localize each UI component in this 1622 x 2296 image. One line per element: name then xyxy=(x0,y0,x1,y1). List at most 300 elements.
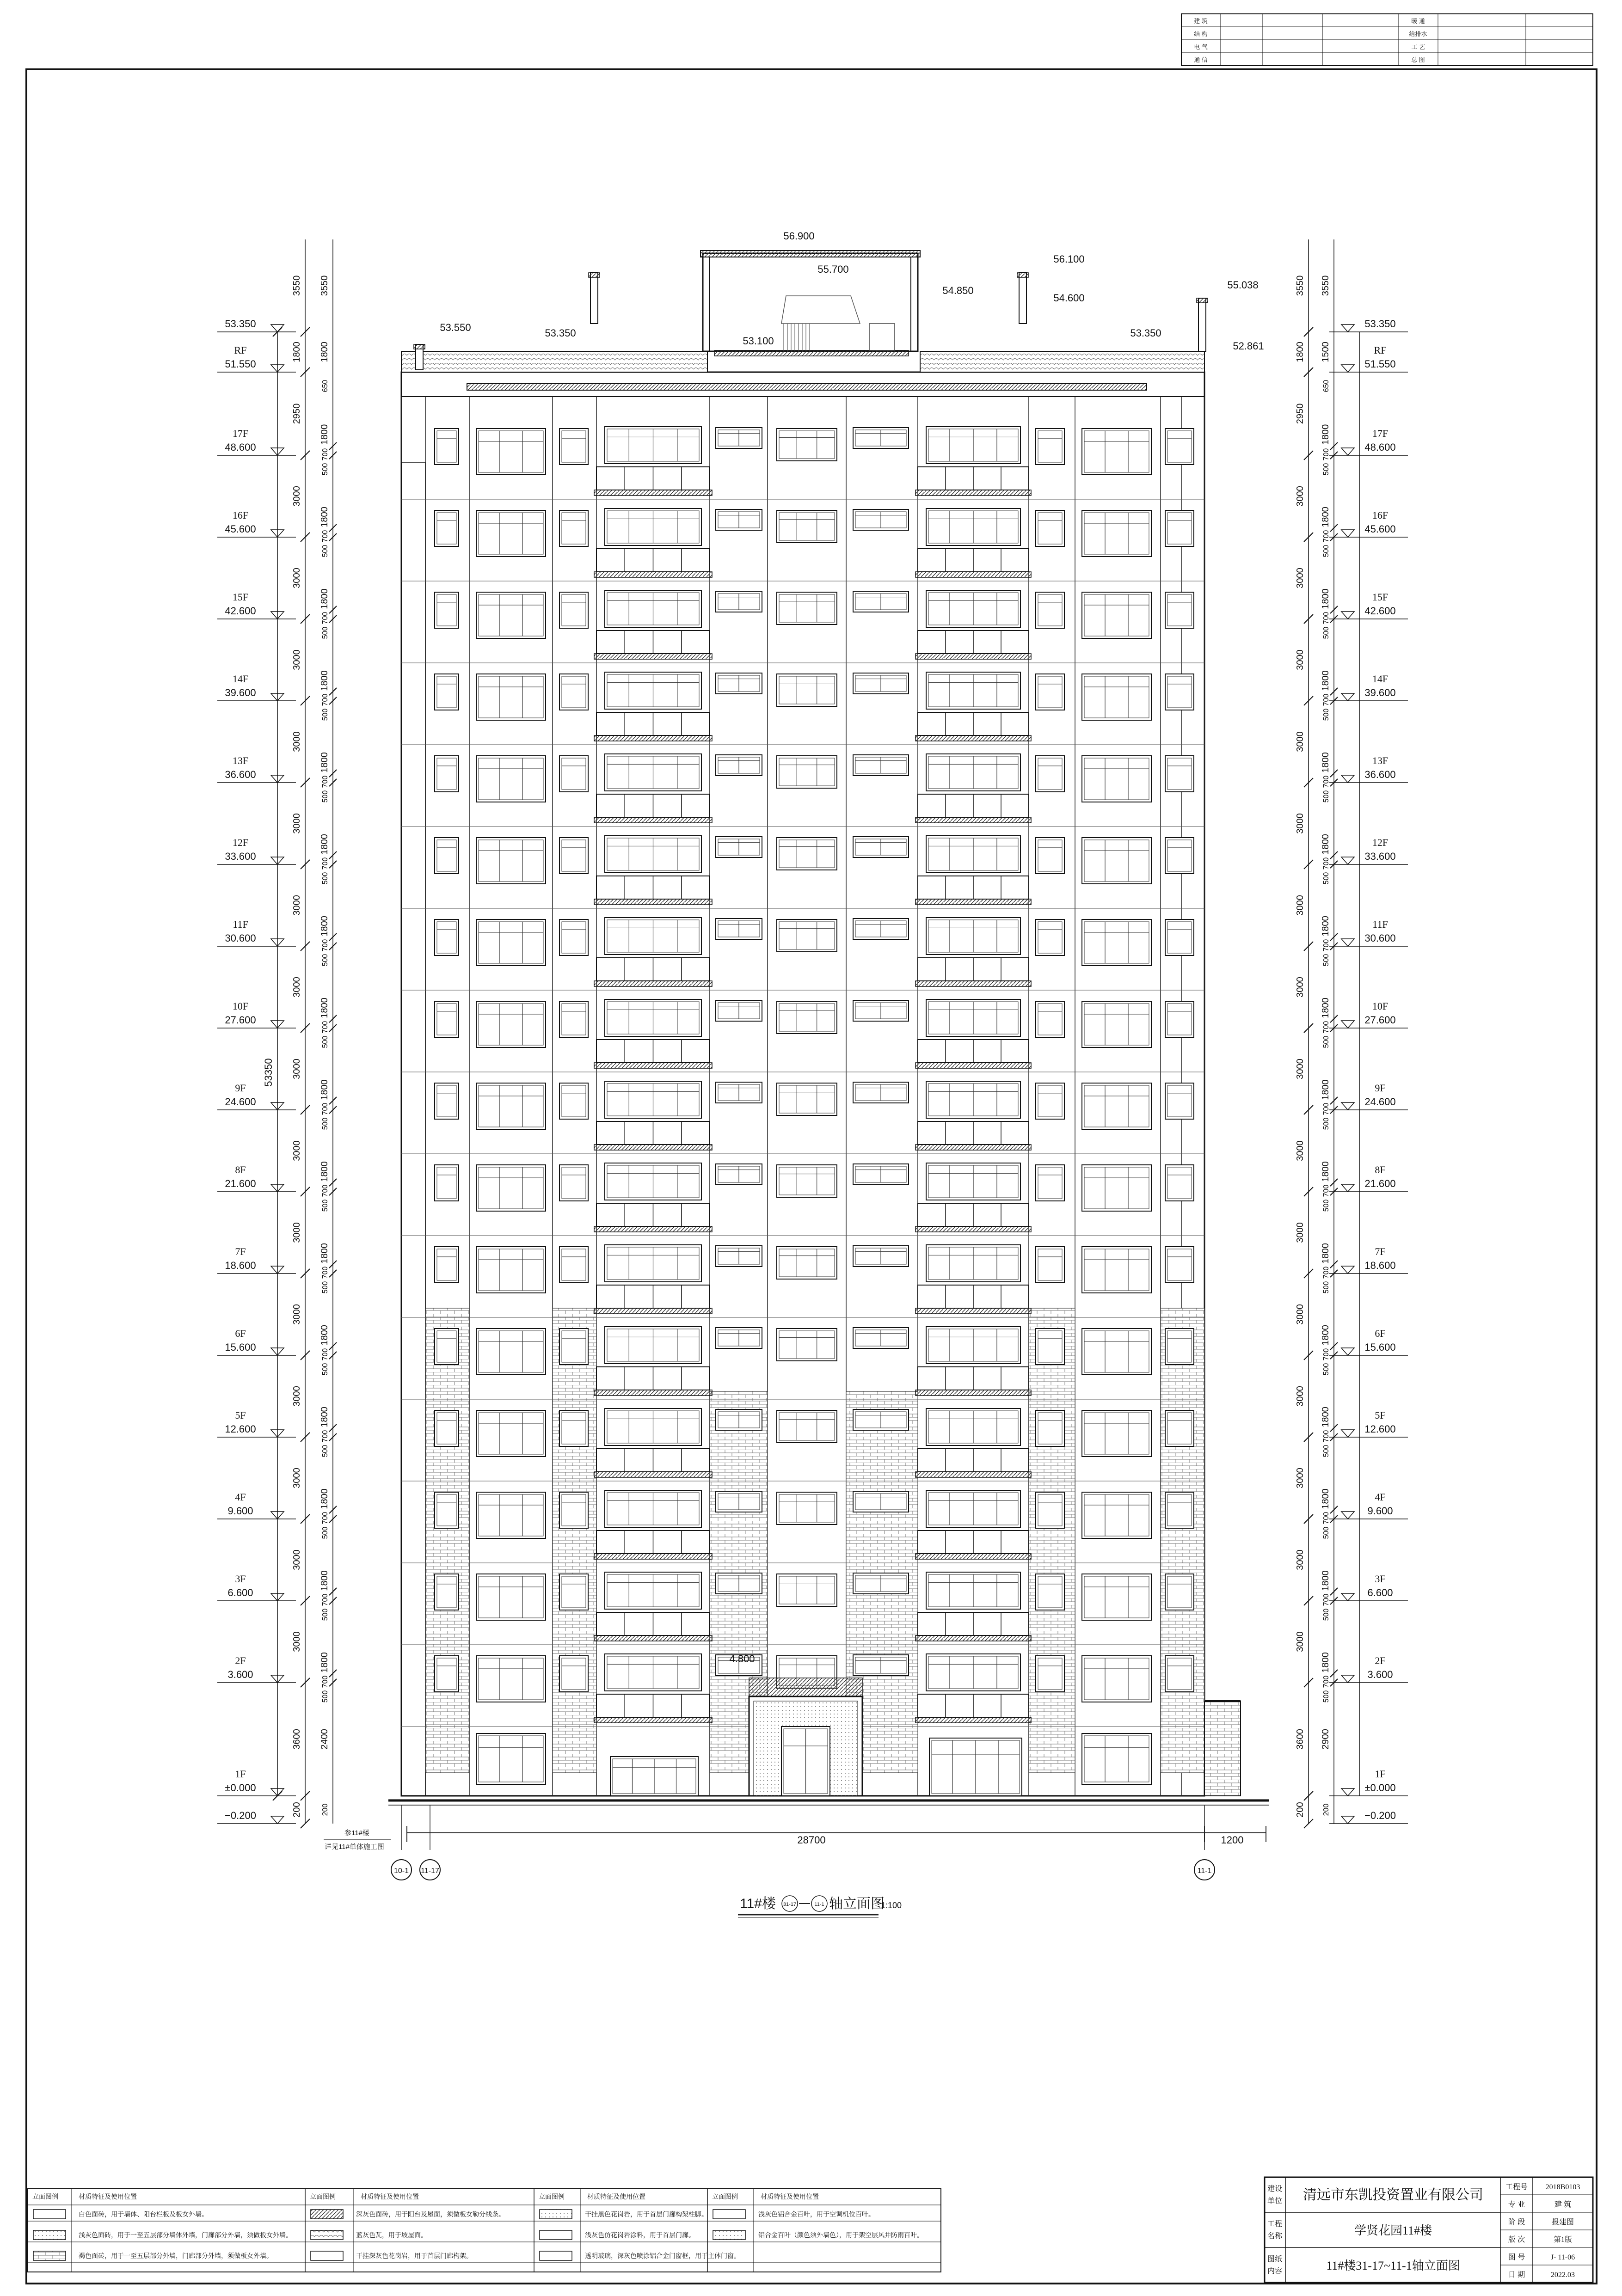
level-floor-label: 7F xyxy=(1375,1246,1386,1257)
level-elev-label: 36.600 xyxy=(225,769,256,780)
dim-inner-value: 500 xyxy=(1322,708,1330,721)
dim-inner-value: 700 xyxy=(321,1348,329,1361)
small-window xyxy=(435,674,459,710)
dim-inner-value: 700 xyxy=(1322,1512,1330,1525)
dim-outer-value: 3000 xyxy=(292,977,302,998)
level-elev-label: 53.350 xyxy=(225,318,256,330)
dim-inner-value: 700 xyxy=(1322,612,1330,625)
signoff-label: 通 信 xyxy=(1194,56,1208,63)
level-triangle xyxy=(1341,1021,1354,1028)
titleblock-field-label: 专 业 xyxy=(1508,2201,1525,2209)
legend-item-text: 深灰色面砖，用于阳台及屋面，须做板女勒分线条。 xyxy=(356,2210,505,2218)
level-floor-label: 12F xyxy=(232,837,249,848)
signoff-label: 电 气 xyxy=(1194,43,1208,50)
dim-inner-value: 700 xyxy=(1322,1675,1330,1688)
small-window xyxy=(559,1083,588,1119)
dim-inner-value: 1800 xyxy=(1321,588,1331,609)
titleblock-field-value: 2022.03 xyxy=(1551,2271,1575,2279)
small-window xyxy=(1036,1574,1064,1610)
dim-inner-value: 1800 xyxy=(319,1407,330,1427)
dim-inner-value: 700 xyxy=(321,1675,329,1688)
level-elev-label: 12.600 xyxy=(225,1423,256,1435)
building-elevation xyxy=(388,251,1269,1805)
center-window xyxy=(777,1001,837,1034)
signoff-label: 暖 通 xyxy=(1411,18,1425,24)
dim-outer-value: 3000 xyxy=(1295,649,1305,670)
main-window xyxy=(476,1165,546,1211)
small-window xyxy=(1036,510,1064,546)
small-window xyxy=(1036,1083,1064,1119)
balcony-right-slab xyxy=(915,1390,1031,1396)
dim-inner-value: 500 xyxy=(321,1117,329,1130)
small-window xyxy=(559,1492,588,1528)
level-floor-label: 14F xyxy=(1372,673,1389,685)
small-window xyxy=(1165,1329,1194,1365)
title-building: 11#楼 xyxy=(740,1896,776,1911)
dim-outer-value: 3000 xyxy=(1295,486,1305,507)
level-elev-label: 30.600 xyxy=(225,932,256,944)
small-window xyxy=(435,756,459,792)
small-window xyxy=(559,592,588,628)
legend-swatch xyxy=(311,2230,343,2240)
dim-inner-value: 1800 xyxy=(1321,998,1331,1018)
dim-inner-value: 500 xyxy=(1322,463,1330,476)
level-floor-label: 9F xyxy=(1375,1082,1386,1094)
dim-inner-value: 500 xyxy=(321,872,329,885)
small-window xyxy=(1036,756,1064,792)
legend-item-text: 白色面砖，用于墙体、阳台栏板及板女外墙。 xyxy=(79,2210,208,2218)
dim-inner-value: 1800 xyxy=(1321,1570,1331,1591)
level-right-roof: 53.350 xyxy=(1130,327,1161,339)
titleblock-label: 名称 xyxy=(1267,2232,1283,2240)
balcony-left-slab xyxy=(594,572,712,577)
dim-inner-value: 500 xyxy=(321,1608,329,1621)
dim-inner-value: 500 xyxy=(1322,626,1330,639)
dim-outer-value: 2950 xyxy=(292,403,302,424)
dim-outer-value: 200 xyxy=(292,1802,302,1818)
dim-inner-value: 2900 xyxy=(1321,1729,1331,1750)
level-triangle xyxy=(271,1816,284,1824)
dim-inner-value: 1800 xyxy=(319,916,330,937)
title-suffix: 轴立面图 xyxy=(829,1896,885,1911)
dim-inner-value: 700 xyxy=(321,1593,329,1606)
level-elev-label: ±0.000 xyxy=(225,1782,256,1794)
level-elev-label: 9.600 xyxy=(1367,1505,1393,1517)
entrance-level: 4.800 xyxy=(729,1653,755,1665)
dim-inner-value: 1800 xyxy=(1321,1161,1331,1182)
main-window xyxy=(476,1492,546,1538)
level-elev-label: 45.600 xyxy=(1364,523,1396,535)
main-window xyxy=(476,1001,546,1047)
level-floor-label: 1F xyxy=(1375,1768,1386,1780)
legend-swatch xyxy=(540,2230,572,2240)
dim-inner-value: 1800 xyxy=(1321,1079,1331,1100)
signoff-label: 工 艺 xyxy=(1411,43,1425,50)
small-window xyxy=(1165,1083,1194,1119)
small-window xyxy=(1036,838,1064,874)
level-floor-label: 6F xyxy=(235,1328,246,1339)
level-triangle xyxy=(1341,693,1354,701)
dim-inner-value: 1800 xyxy=(319,1161,330,1182)
dim-inner-value: 1800 xyxy=(1321,1652,1331,1673)
level-triangle xyxy=(1341,857,1354,864)
level-floor-label: RF xyxy=(234,344,247,356)
legend-header-symbol: 立面图例 xyxy=(712,2193,738,2200)
level-floor-label: 11F xyxy=(233,918,248,930)
dim-total-value: 53350 xyxy=(263,1058,274,1087)
ground-window-main xyxy=(1082,1733,1151,1784)
small-window xyxy=(1036,1492,1064,1528)
dim-inner-value: 700 xyxy=(321,693,329,706)
balcony-left-slab xyxy=(594,1063,712,1068)
level-floor-label: 1F xyxy=(235,1768,246,1780)
balcony-left-slab xyxy=(594,1308,712,1314)
dim-inner-value: 500 xyxy=(1322,1199,1330,1212)
dim-inner-value: 3550 xyxy=(319,275,330,296)
dim-outer-value: 3000 xyxy=(1295,1386,1305,1407)
dim-outer-value: 3000 xyxy=(1295,1140,1305,1161)
small-window xyxy=(1165,1574,1194,1610)
dim-inner-value: 700 xyxy=(1322,530,1330,543)
balcony-right-slab xyxy=(915,1717,1031,1723)
dim-inner-value: 700 xyxy=(1322,448,1330,461)
dim-inner-value: 500 xyxy=(321,545,329,557)
balcony-right-slab xyxy=(915,1063,1031,1068)
brick-zone xyxy=(425,1308,469,1773)
dim-inner-value: 500 xyxy=(321,1445,329,1457)
legend-header-desc: 材质特征及使用位置 xyxy=(79,2193,137,2200)
legend-item-text: 褐色面砖，用于一至五层部分外墙，门廊部分外墙，须做板女外墙。 xyxy=(79,2252,273,2259)
dim-inner-value: 1800 xyxy=(1321,752,1331,773)
level-floor-label: 13F xyxy=(232,755,249,766)
dim-inner-value: 1800 xyxy=(1321,1407,1331,1427)
level-floor-label: 14F xyxy=(232,673,249,685)
entrance-canopy xyxy=(749,1678,862,1696)
dim-inner-value: 700 xyxy=(321,1266,329,1279)
total-width-dim: 28700 xyxy=(797,1834,826,1846)
legend-swatch xyxy=(713,2230,745,2240)
brick-zone xyxy=(553,1308,596,1773)
dim-inner-value: 1800 xyxy=(319,1488,330,1509)
balcony-right-slab xyxy=(915,735,1031,741)
main-window xyxy=(476,510,546,557)
small-window xyxy=(1165,674,1194,710)
level-center-roof: 53.100 xyxy=(743,335,774,347)
dim-inner-value: 500 xyxy=(1322,1281,1330,1294)
level-triangle xyxy=(1341,1675,1354,1683)
titleblock-value: 学贤花园11#楼 xyxy=(1354,2224,1432,2237)
dim-inner-value: 700 xyxy=(1322,1593,1330,1606)
dim-outer-value: 3000 xyxy=(1295,1304,1305,1325)
level-floor-label: 10F xyxy=(1372,1000,1389,1012)
axis-note-1: 参11#楼 xyxy=(344,1829,369,1837)
titleblock-field-value: J- 11-06 xyxy=(1550,2253,1575,2261)
level-right-low: 54.600 xyxy=(1053,292,1085,304)
right-level-markers xyxy=(1329,318,1408,1824)
dim-outer-value: 3000 xyxy=(292,1222,302,1243)
dim-inner-value: 1800 xyxy=(319,507,330,527)
balcony-left-slab xyxy=(594,899,712,905)
titleblock-label: 工程 xyxy=(1267,2220,1283,2228)
level-elev-label: 24.600 xyxy=(225,1096,256,1108)
title-axis-to: 11-1 xyxy=(814,1902,824,1907)
small-window xyxy=(1165,1001,1194,1037)
left-dimension-chain xyxy=(263,239,337,1828)
level-floor-label: 11F xyxy=(1372,918,1388,930)
main-window xyxy=(476,919,546,966)
main-window xyxy=(476,1247,546,1293)
balcony-left-slab xyxy=(594,1472,712,1477)
dim-inner-value: 500 xyxy=(321,1690,329,1703)
level-triangle xyxy=(1341,325,1354,332)
main-window xyxy=(1082,1001,1151,1047)
dim-inner-value: 200 xyxy=(321,1803,329,1816)
drawing-scale: 1:100 xyxy=(881,1901,902,1910)
level-elev-label: 18.600 xyxy=(225,1260,256,1271)
dim-inner-value: 1800 xyxy=(319,1652,330,1673)
level-floor-label: 7F xyxy=(235,1246,246,1257)
right-dimension-chain xyxy=(1295,239,1359,1828)
level-elev-label: 53.350 xyxy=(1364,318,1396,330)
dim-outer-value: 3000 xyxy=(1295,731,1305,752)
main-window xyxy=(1082,1492,1151,1538)
small-window xyxy=(559,1001,588,1037)
level-elev-label: 15.600 xyxy=(1364,1341,1396,1353)
small-window xyxy=(1036,592,1064,628)
level-floor-label: 6F xyxy=(1375,1328,1386,1339)
dim-inner-value: 1800 xyxy=(319,834,330,855)
main-window xyxy=(1082,1083,1151,1129)
legend-item-text: 浅灰色仿花岗岩涂料，用于首层门廊。 xyxy=(585,2231,695,2239)
balcony-right-slab xyxy=(915,1308,1031,1314)
small-window xyxy=(435,1656,459,1692)
small-window xyxy=(559,1329,588,1365)
main-window xyxy=(476,756,546,802)
dim-inner-value: 500 xyxy=(321,708,329,721)
balcony-left-slab xyxy=(594,1390,712,1396)
dim-inner-value: 700 xyxy=(1322,1266,1330,1279)
small-window xyxy=(1165,1165,1194,1201)
small-window xyxy=(435,592,459,628)
small-window xyxy=(435,1329,459,1365)
level-elev-label: 51.550 xyxy=(225,358,256,370)
level-floor-label: 5F xyxy=(235,1409,246,1421)
titleblock-field-value: 报建图 xyxy=(1551,2218,1574,2226)
level-floor-label: 2F xyxy=(1375,1655,1386,1666)
level-elev-label: 33.600 xyxy=(1364,851,1396,862)
level-elev-label: 36.600 xyxy=(1364,769,1396,780)
legend-item-text: 铝合金百叶（颜色须外墙色），用于架空层风井防雨百叶。 xyxy=(758,2231,923,2239)
level-stair-roof: 55.700 xyxy=(817,263,849,275)
dim-inner-value: 700 xyxy=(321,530,329,543)
level-floor-label: 3F xyxy=(1375,1573,1386,1585)
titleblock-field-value: 2018B0103 xyxy=(1545,2183,1580,2191)
small-window xyxy=(1165,1492,1194,1528)
dim-outer-value: 3000 xyxy=(292,1059,302,1079)
dim-inner-value: 650 xyxy=(321,380,329,392)
balcony-right-slab xyxy=(915,817,1031,823)
small-window xyxy=(559,1574,588,1610)
dim-inner-value: 700 xyxy=(321,1102,329,1115)
level-elev-label: ±0.000 xyxy=(1364,1782,1396,1794)
balcony-right-slab xyxy=(915,1226,1031,1232)
axis-note-2: 详见11#单体施工图 xyxy=(325,1843,384,1851)
dim-inner-value: 1800 xyxy=(319,670,330,691)
dim-inner-value: 1800 xyxy=(1321,507,1331,527)
dim-outer-value: 3000 xyxy=(292,1631,302,1652)
level-right-upper: 56.100 xyxy=(1053,253,1085,265)
center-window xyxy=(777,1083,837,1115)
dim-inner-value: 500 xyxy=(1322,1526,1330,1539)
legend-swatch xyxy=(33,2230,66,2240)
level-elev-label: 33.600 xyxy=(225,851,256,862)
level-floor-label: 17F xyxy=(1372,428,1389,439)
small-window xyxy=(1165,429,1194,465)
dim-inner-value: 500 xyxy=(321,1199,329,1212)
small-window xyxy=(1165,592,1194,628)
dim-outer-value: 1800 xyxy=(292,342,302,362)
small-window xyxy=(559,1165,588,1201)
level-elev-label: 21.600 xyxy=(1364,1178,1396,1189)
main-window xyxy=(476,1656,546,1702)
material-legend xyxy=(28,2189,941,2272)
center-window xyxy=(777,1492,837,1525)
main-window xyxy=(1082,1410,1151,1457)
level-floor-label: 2F xyxy=(235,1655,246,1666)
titleblock-field-label: 工程号 xyxy=(1505,2183,1528,2191)
dim-inner-value: 1800 xyxy=(1321,916,1331,937)
dim-inner-value: 700 xyxy=(321,1021,329,1034)
level-elev-label: 12.600 xyxy=(1364,1423,1396,1435)
dim-outer-value: 3600 xyxy=(1295,1729,1305,1750)
main-window xyxy=(476,1410,546,1457)
level-triangle xyxy=(1341,1184,1354,1192)
dim-inner-value: 1800 xyxy=(319,752,330,773)
titleblock-label: 建设 xyxy=(1267,2185,1283,2193)
legend-swatch xyxy=(311,2251,343,2260)
signoff-label: 给排水 xyxy=(1409,31,1427,37)
dim-inner-value: 500 xyxy=(1322,1035,1330,1048)
small-window xyxy=(435,1247,459,1283)
dim-inner-value: 700 xyxy=(321,1512,329,1525)
legend-item-text: 干挂深灰色花岗岩，用于首层门廊构架。 xyxy=(356,2252,473,2259)
small-window xyxy=(559,1247,588,1283)
legend-swatch xyxy=(311,2210,343,2219)
level-elev-label: 27.600 xyxy=(225,1014,256,1026)
dim-inner-value: 500 xyxy=(321,463,329,476)
small-window xyxy=(435,1410,459,1446)
level-elev-label: 6.600 xyxy=(227,1587,253,1598)
right-annex xyxy=(1204,1701,1241,1796)
level-floor-label: 8F xyxy=(235,1164,246,1176)
main-window xyxy=(1082,1329,1151,1375)
small-window xyxy=(1165,838,1194,874)
legend-header-desc: 材质特征及使用位置 xyxy=(361,2193,419,2200)
dim-inner-value: 500 xyxy=(1322,872,1330,885)
axis-label-10-1: 10-1 xyxy=(393,1867,409,1875)
level-elev-label: 6.600 xyxy=(1367,1587,1393,1598)
level-elev-label: 3.600 xyxy=(1367,1669,1393,1680)
ground-window-main xyxy=(476,1733,546,1784)
small-window xyxy=(435,919,459,955)
center-window xyxy=(777,674,837,706)
level-top-frame: 56.900 xyxy=(783,230,815,242)
main-window xyxy=(1082,674,1151,720)
dim-outer-value: 3000 xyxy=(292,1140,302,1161)
balcony-right-slab xyxy=(915,572,1031,577)
dim-inner-value: 700 xyxy=(1322,939,1330,952)
level-floor-label: 4F xyxy=(1375,1491,1386,1503)
dim-inner-value: 500 xyxy=(1322,954,1330,967)
small-window xyxy=(1165,1410,1194,1446)
legend-item-text: 浅灰色铝合金百叶，用于空调机位百叶。 xyxy=(758,2210,875,2218)
small-window xyxy=(435,429,459,465)
level-triangle xyxy=(1341,939,1354,946)
dim-outer-value: 3000 xyxy=(292,813,302,834)
dim-inner-value: 500 xyxy=(321,1526,329,1539)
dim-inner-value: 500 xyxy=(321,954,329,967)
balcony-left-slab xyxy=(594,654,712,659)
small-window xyxy=(1036,674,1064,710)
dim-outer-value: 3000 xyxy=(1295,1222,1305,1243)
level-right-mid: 54.850 xyxy=(942,285,974,296)
level-triangle xyxy=(1341,448,1354,455)
signoff-label: 建 筑 xyxy=(1194,18,1208,24)
dim-inner-value: 500 xyxy=(1322,790,1330,803)
level-right-parapet: 52.861 xyxy=(1233,340,1264,352)
dim-inner-value: 500 xyxy=(321,790,329,803)
roof-vent-cap xyxy=(589,273,600,277)
main-window xyxy=(476,1083,546,1129)
dim-inner-value: 700 xyxy=(1322,693,1330,706)
legend-swatch xyxy=(33,2251,66,2260)
roof-cornice xyxy=(467,384,1147,390)
dim-inner-value: 500 xyxy=(321,1035,329,1048)
main-window xyxy=(476,1574,546,1620)
dim-outer-value: 3000 xyxy=(1295,1468,1305,1488)
balcony-right-slab xyxy=(915,981,1031,986)
dim-outer-value: 3000 xyxy=(292,568,302,588)
main-window xyxy=(476,429,546,475)
main-window xyxy=(476,674,546,720)
small-window xyxy=(435,1492,459,1528)
dim-inner-value: 200 xyxy=(1322,1803,1330,1816)
small-window xyxy=(559,1410,588,1446)
balcony-right-slab xyxy=(915,1472,1031,1477)
balcony-left-slab xyxy=(594,1226,712,1232)
level-elev-label: 45.600 xyxy=(225,523,256,535)
dim-inner-value: 2400 xyxy=(319,1729,330,1750)
titleblock-field-label: 版 次 xyxy=(1508,2236,1525,2244)
dim-inner-value: 1800 xyxy=(1321,1325,1331,1346)
dim-outer-value: 3000 xyxy=(1295,1549,1305,1570)
level-floor-label: RF xyxy=(1374,344,1387,356)
legend-swatch xyxy=(713,2210,745,2219)
dim-inner-value: 700 xyxy=(1322,857,1330,870)
dim-outer-value: 2950 xyxy=(1295,403,1305,424)
dim-outer-value: 3000 xyxy=(292,1304,302,1325)
center-window xyxy=(777,756,837,788)
balcony-right-slab xyxy=(915,1554,1031,1559)
balcony-left-slab xyxy=(594,981,712,986)
small-window xyxy=(559,919,588,955)
center-window xyxy=(777,592,837,625)
bottom-dimensions xyxy=(324,1805,1266,1880)
level-floor-label: 17F xyxy=(232,428,249,439)
small-window xyxy=(435,1574,459,1610)
dim-outer-value: 200 xyxy=(1295,1802,1305,1818)
roof-stair-core xyxy=(703,253,918,351)
